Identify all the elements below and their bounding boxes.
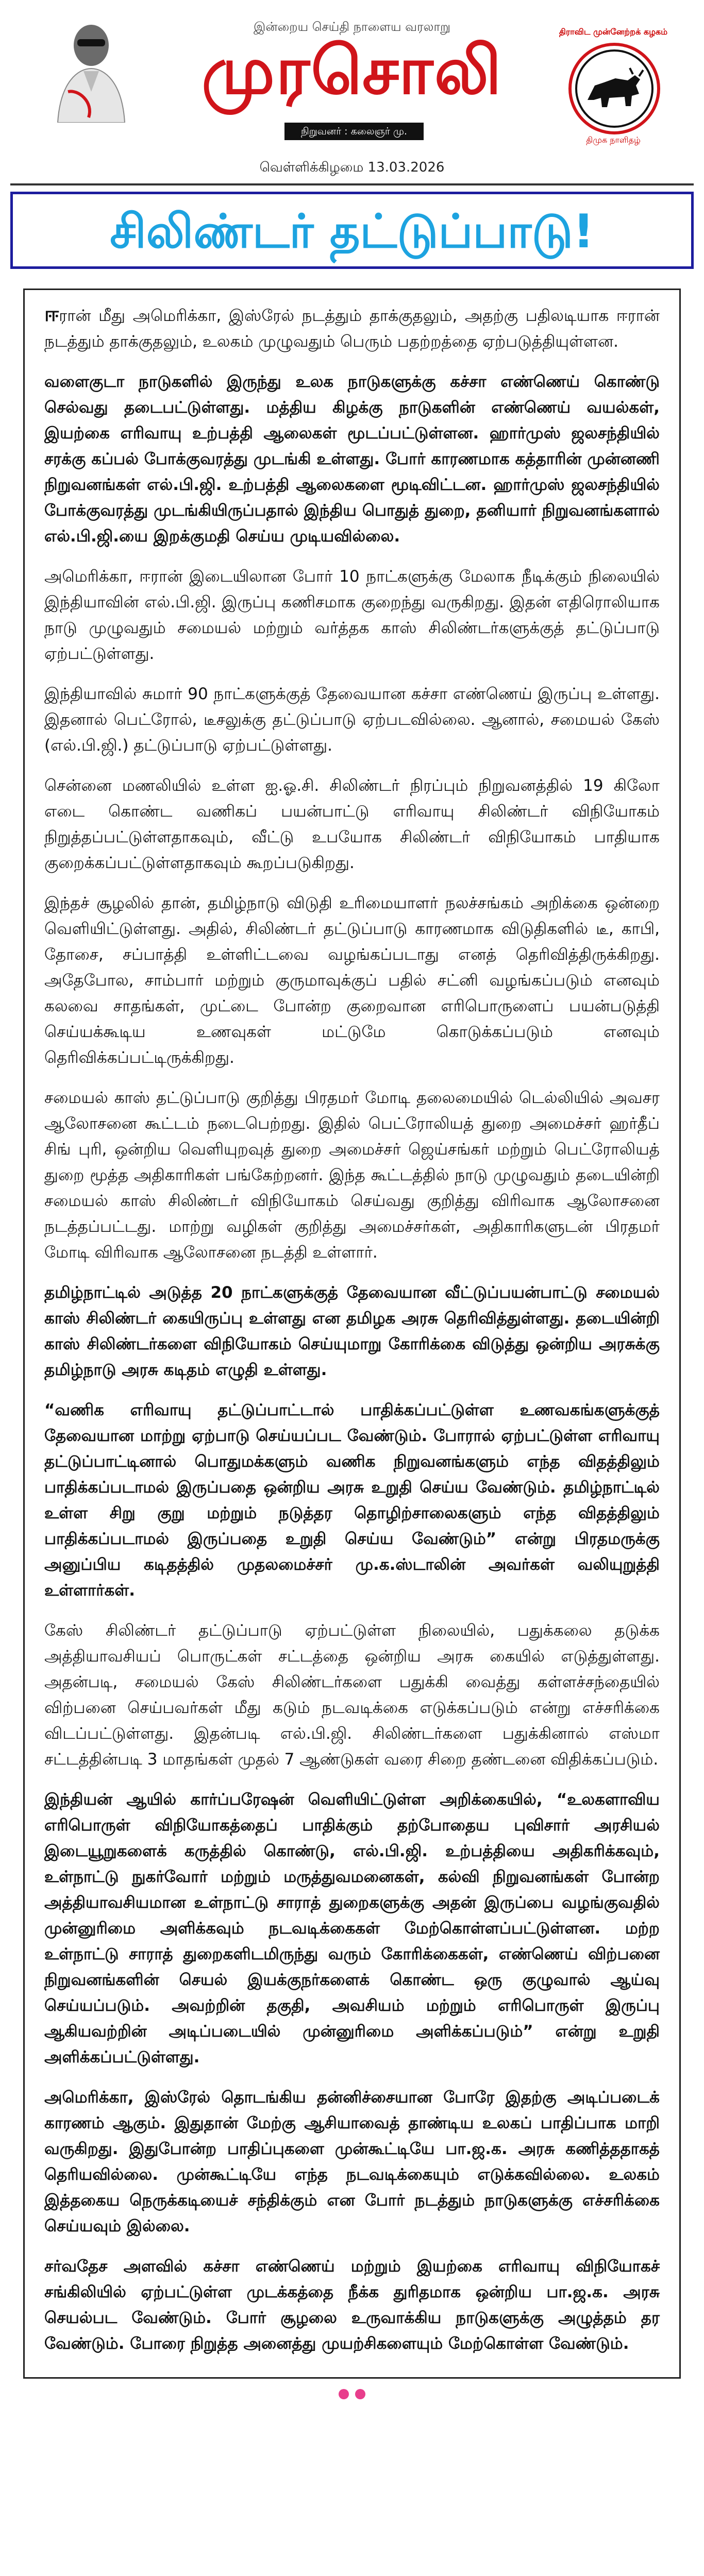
article-paragraph-11: இந்தியன் ஆயில் கார்ப்பரேஷன் வெளியிட்டுள்ள அறிக்கையில், “உலகளாவிய எரிபொருள் விநியோகத்தைப் பாதிக்கும் தற்போதைய புவிசார் அரசியல் இடையூறுகளைக் கருத்தில் கொண்டு, எல்.பி.ஜி. உற்பத்தியை அதிகரிக்கவும், உள்நாட்டு நுகர்வோர் மற்றும் மருத்துவமனைகள், கல்வி நிறுவனங்கள் போன்ற அத்தியாவசியமான உள்நாட்டு சாராத் துறைகளுக்கு அதன் இருப்பை வழங்குவதில் முன்னுரிமை அளிக்கவும் நடவடிக்கைகள் மேற்கொள்ளப்பட்டுள்ளன. மற்ற உள்நாட்டு சாராத் துறைகளிடமிருந்து வரும் கோரிக்கைகள், எண்ணெய் விற்பனை நிறுவனங்களின் செயல் இயக்குநர்களைக் கொண்ட ஒரு குழுவால் ஆய்வு செய்யப்படும். அவற்றின் தகுதி, அவசியம் மற்றும் எரிபொருள் இருப்பு ஆகியவற்றின் அடிப்படையில் முன்னுரிமை அளிக்கப்படும்” என்று உறுதி அளிக்கப்பட்டுள்ளது. — [44, 1790, 660, 2066]
party-emblem-icon — [568, 42, 661, 135]
article-paragraph-4: இந்தியாவில் சுமார் 90 நாட்களுக்குத் தேவையான கச்சா எண்ணெய் இருப்பு உள்ளது. இதனால் பெட்ரோல், டீசலுக்கு தட்டுப்பாடு ஏற்படவில்லை. ஆனால், சமையல் கேஸ் (எல்.பி.ஜி.) தட்டுப்பாடு ஏற்பட்டுள்ளது. — [44, 685, 660, 755]
paragraph-1-text: ரான் மீது அமெரிக்கா, இஸ்ரேல் நடத்தும் தாக்குதலும், அதற்கு பதிலடியாக ஈரான் நடத்தும் தாக்குதலும், உலகம் முழுவதும் பெரும் பதற்றத்தை ஏற்படுத்தியுள்ளன. — [44, 307, 660, 351]
emblem-top-text: திராவிட முன்னேற்றக் கழகம் — [559, 27, 668, 37]
article-paragraph-7: சமையல் காஸ் தட்டுப்பாடு குறித்து பிரதமர் மோடி தலைமையில் டெல்லியில் அவசர ஆலோசனை கூட்டம் நடைபெற்றது. இதில் பெட்ரோலியத் துறை அமைச்சர் ஹர்தீப் சிங் புரி, ஒன்றிய வெளியுறவுத் துறை அமைச்சர் ஜெய்சங்கர் மற்றும் பெட்ரோலியத் துறை மூத்த அதிகாரிகள் பங்கேற்றனர். இந்த கூட்டத்தில் நாடு முழுவதும் தடையின்றி சமையல் காஸ் சிலிண்டர் விநியோகம் செய்வது குறித்து விரிவாக ஆலோசனை நடத்தப்பட்டது. மாற்று வழிகள் குறித்து அமைச்சர்கள், அதிகாரிகளுடன் பிரதமர் மோடி விரிவாக ஆலோசனை நடத்தி உள்ளார். — [44, 1089, 660, 1262]
drop-cap: ஈ — [44, 302, 59, 326]
end-marker — [0, 2389, 704, 2401]
headline: சிலிண்டர் தட்டுப்பாடு! — [110, 205, 594, 259]
masthead — [0, 0, 704, 175]
article-paragraph-8: தமிழ்நாட்டில் அடுத்த 20 நாட்களுக்குத் தேவையான வீட்டுப்பயன்பாட்டு சமையல் காஸ் சிலிண்டர் கையிருப்பு உள்ளது என தமிழக அரசு தெரிவித்துள்ளது. தடையின்றி காஸ் சிலிண்டர்களை விநியோகம் செய்யுமாறு கோரிக்கை விடுத்து ஒன்றிய அரசுக்கு தமிழ்நாடு அரசு கடிதம் எழுதி உள்ளது. — [44, 1283, 660, 1379]
article-paragraph-12: அமெரிக்கா, இஸ்ரேல் தொடங்கிய தன்னிச்சையான போரே இதற்கு அடிப்படைக் காரணம் ஆகும். இதுதான் மேற்கு ஆசியாவைத் தாண்டிய உலகப் பாதிப்பாக மாறி வருகிறது. இதுபோன்ற பாதிப்புகளை முன்கூட்டியே பா.ஜ.க. அரசு கணித்ததாகத் தெரியவில்லை. முன்கூட்டியே எந்த நடவடிக்கையும் எடுக்கவில்லை. உலகம் இத்தகைய நெருக்கடியைச் சந்திக்கும் என போர் நடத்தும் நாடுகளுக்கு எச்சரிக்கை செய்யவும் இல்லை. — [44, 2088, 660, 2235]
article-paragraph-2: வளைகுடா நாடுகளில் இருந்து உலக நாடுகளுக்கு கச்சா எண்ணெய் கொண்டு செல்வது தடைபட்டுள்ளது. மத்திய கிழக்கு நாடுகளின் எண்ணெய் வயல்கள், இயற்கை எரிவாயு உற்பத்தி ஆலைகள் மூடப்பட்டுள்ளன. ஹார்முஸ் ஜலசந்தியில் சரக்கு கப்பல் போக்குவரத்து முடங்கி உள்ளது. போர் காரணமாக கத்தாரின் முன்னணி நிறுவனங்கள் எல்.பி.ஜி. உற்பத்தி ஆலைகளை மூடிவிட்டன. ஹார்முஸ் ஜலசந்தியில் போக்குவரத்து முடங்கியிருப்பதால் இந்திய பொதுத் துறை, தனியார் நிறுவனங்களால் எல்.பி.ஜி.யை இறக்குமதி செய்ய முடியவில்லை. — [44, 372, 660, 546]
masthead-divider — [10, 183, 694, 185]
editorial-article — [23, 289, 681, 2379]
article-paragraph-3: அமெரிக்கா, ஈரான் இடையிலான போர் 10 நாட்களுக்கு மேலாக நீடிக்கும் நிலையில் இந்தியாவின் எல்.பி.ஜி. இருப்பு கணிசமாக குறைந்து வருகிறது. இதன் எதிரொலியாக நாடு முழுவதும் சமையல் மற்றும் வர்த்தக காஸ் சிலிண்டர்களுக்குத் தட்டுப்பாடு ஏற்பட்டுள்ளது. — [44, 567, 660, 663]
article-paragraph-9: “வணிக எரிவாயு தட்டுப்பாட்டால் பாதிக்கப்பட்டுள்ள உணவகங்களுக்குத் தேவையான மாற்று ஏற்பாடு செய்யப்பட வேண்டும். போரால் ஏற்பட்டுள்ள எரிவாயு தட்டுப்பாட்டினால் பொதுமக்களும் வணிக நிறுவனங்களும் எந்த விதத்திலும் பாதிக்கப்படாமல் இருப்பதை ஒன்றிய அரசு உறுதி செய்ய வேண்டும். தமிழ்நாட்டில் உள்ள சிறு குறு மற்றும் நடுத்தர தொழிற்சாலைகளும் எந்த விதத்திலும் பாதிக்கப்படாமல் இருப்பதை உறுதி செய்ய வேண்டும்” என்று பிரதமருக்கு அனுப்பிய கடிதத்தில் முதலமைச்சர் மு.க.ஸ்டாலின் அவர்கள் வலியுறுத்தி உள்ளார்கள். — [44, 1401, 660, 1600]
end-dot-icon — [339, 2389, 349, 2399]
emblem-bottom-text: திமுக நாளிதழ் — [586, 135, 641, 145]
end-dot-icon — [355, 2389, 365, 2399]
article-paragraph-6: இந்தச் சூழலில் தான், தமிழ்நாடு விடுதி உரிமையாளர் நலச்சங்கம் அறிக்கை ஒன்றை வெளியிட்டுள்ளது. அதில், சிலிண்டர் தட்டுப்பாடு காரணமாக விடுதிகளில் டீ, காபி, தோசை, சப்பாத்தி உள்ளிட்டவை வழங்கப்படாது எனத் தெரிவித்திருக்கிறது. அதேபோல, சாம்பார் மற்றும் குருமாவுக்குப் பதில் சட்னி வழங்கப்படும் எனவும் கலவை சாதங்கள், முட்டை போன்ற குறைவான எரிபொருளைப் பயன்படுத்தி செய்யக்கூடிய உணவுகள் மட்டுமே கொடுக்கப்படும் எனவும் தெரிவிக்கப்பட்டிருக்கிறது. — [44, 894, 660, 1067]
headline-box — [10, 192, 694, 269]
issue-date: வெள்ளிக்கிழமை 13.03.2026 — [259, 160, 445, 175]
article-paragraph-5: சென்னை மணலியில் உள்ள ஐ.ஓ.சி. சிலிண்டர் நிரப்பும் நிறுவனத்தில் 19 கிலோ எடை கொண்ட வணிகப் பயன்பாட்டு எரிவாயு சிலிண்டர் விநியோகம் நிறுத்தப்பட்டுள்ளதாகவும், வீட்டு உபயோக சிலிண்டர் விநியோகம் பாதியாக குறைக்கப்பட்டுள்ளதாகவும் கூறப்படுகிறது. — [44, 776, 660, 872]
masthead-kicker: இன்றைய செய்தி நாளைய வரலாறு — [253, 20, 451, 34]
article-paragraph-1 — [44, 301, 660, 354]
newspaper-logo-title: முரசொலி — [202, 32, 502, 109]
founder-line: நிறுவனர் : கலைஞர் மு. கருணாநிதி — [284, 123, 424, 140]
article-paragraph-10: கேஸ் சிலிண்டர் தட்டுப்பாடு ஏற்பட்டுள்ள நிலையில், பதுக்கலை தடுக்க அத்தியாவசியப் பொருட்கள் சட்டத்தை ஒன்றிய அரசு கையில் எடுத்துள்ளது. அதன்படி, சமையல் கேஸ் சிலிண்டர்களை பதுக்கி வைத்து கள்ளச்சந்தையில் விற்பனை செய்பவர்கள் மீது கடும் நடவடிக்கை எடுக்கப்படும் என்று எச்சரிக்கை விடப்பட்டுள்ளது. இதன்படி எல்.பி.ஜி. சிலிண்டர்களை பதுக்கினால் எஸ்மா சட்டத்தின்படி 3 மாதங்கள் முதல் 7 ஆண்டுகள் வரை சிறை தண்டனை விதிக்கப்படும். — [44, 1621, 660, 1769]
article-paragraph-13: சர்வதேச அளவில் கச்சா எண்ணெய் மற்றும் இயற்கை எரிவாயு விநியோகச் சங்கிலியில் ஏற்பட்டுள்ள முடக்கத்தை நீக்க துரிதமாக ஒன்றிய பா.ஜ.க. அரசு செயல்பட வேண்டும். போர் சூழலை உருவாக்கிய நாடுகளுக்கு அழுத்தம் தர வேண்டும். போரை நிறுத்த அனைத்து முயற்சிகளையும் மேற்கொள்ள வேண்டும். — [44, 2257, 660, 2353]
